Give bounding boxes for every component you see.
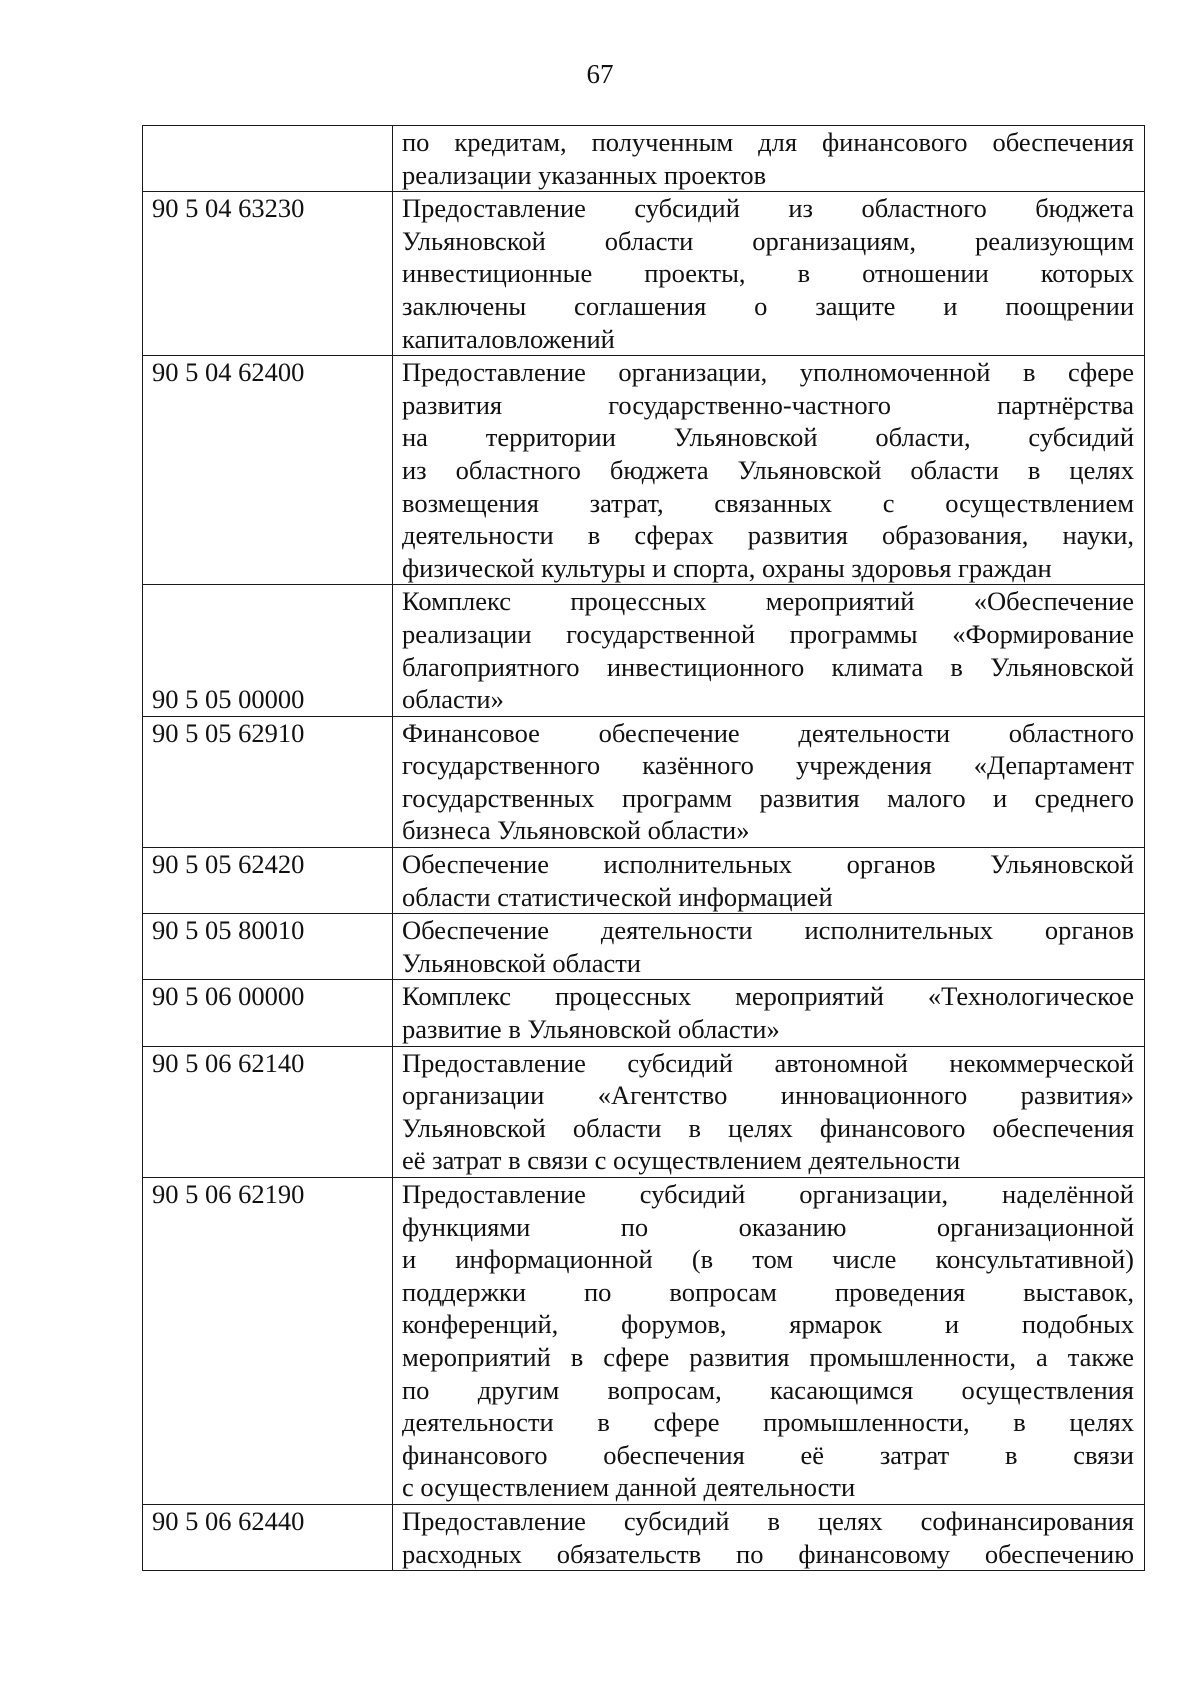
description-line: развитие в Ульяновской области»: [402, 1014, 780, 1045]
description-line: Предоставление субсидий организации, наделённой: [402, 1179, 1134, 1209]
row-code: 90 5 04 62400: [143, 356, 393, 585]
description-line: области»: [402, 684, 504, 715]
description-line: по другим вопросам, касающимся осуществления: [402, 1374, 1134, 1405]
row-code: 90 5 06 62190: [143, 1178, 393, 1505]
description-line: Обеспечение исполнительных органов Ульяновской: [402, 849, 1134, 880]
description-line: физической культуры и спорта, охраны здоровья граждан: [402, 552, 1052, 583]
row-description: [393, 1178, 1145, 1505]
description-line: из областного бюджета Ульяновской области в целях: [402, 454, 1134, 485]
description-line: расходных обязательств по финансовому обеспечению: [402, 1538, 1134, 1569]
row-description: [393, 356, 1145, 585]
description-line: её затрат в связи с осуществлением деятельности: [402, 1145, 961, 1176]
description-line: Комплекс процессных мероприятий «Технологическое: [402, 981, 1134, 1012]
table-row: [143, 980, 1145, 1046]
description-line: мероприятий в сфере развития промышленности, а также: [402, 1341, 1134, 1372]
row-description: [393, 1046, 1145, 1177]
budget-classification-table: [142, 125, 1145, 1571]
description-line: Предоставление субсидий из областного бюджета: [402, 193, 1134, 224]
description-line: финансового обеспечения её затрат в связи: [402, 1439, 1134, 1470]
table-row: [143, 585, 1145, 716]
page-number: 67: [586, 59, 614, 89]
description-line: заключены соглашения о защите и поощрении: [402, 290, 1134, 321]
table-body: [143, 126, 1145, 1571]
description-line: и информационной (в том числе консультативной): [402, 1244, 1134, 1275]
row-code: 90 5 06 62140: [143, 1046, 393, 1177]
row-description: [393, 585, 1145, 716]
row-code: 90 5 06 00000: [143, 980, 393, 1046]
table-row: [143, 1504, 1145, 1570]
table-row: [143, 1178, 1145, 1505]
row-code: 90 5 06 62440: [143, 1504, 393, 1570]
description-line: Ульяновской области: [402, 947, 641, 978]
table-row: [143, 192, 1145, 356]
description-line: развития государственно-частного партнёрства: [402, 389, 1134, 420]
description-line: Ульяновской области организациям, реализующим: [402, 225, 1134, 256]
description-line: Комплекс процессных мероприятий «Обеспечение: [402, 586, 1134, 617]
description-line: возмещения затрат, связанных с осуществлением: [402, 487, 1134, 518]
table-row: [143, 126, 1145, 192]
row-description: [393, 1504, 1145, 1570]
description-line: конференций, форумов, ярмарок и подобных: [402, 1309, 1134, 1340]
description-line: государственного казённого учреждения «Департамент: [402, 750, 1134, 781]
description-line: области статистической информацией: [402, 881, 833, 912]
description-line: государственных программ развития малого и среднего: [402, 782, 1134, 813]
description-line: с осуществлением данной деятельности: [402, 1472, 856, 1503]
description-line: поддержки по вопросам проведения выставок,: [402, 1276, 1134, 1307]
row-code: 90 5 05 62420: [143, 848, 393, 914]
table-row: [143, 848, 1145, 914]
table-row: [143, 1046, 1145, 1177]
row-description: [393, 126, 1145, 192]
description-line: Предоставление субсидий автономной некоммерческой: [402, 1047, 1134, 1078]
row-code: 90 5 05 80010: [143, 914, 393, 980]
description-line: Предоставление организации, уполномоченной в сфере: [402, 357, 1134, 388]
row-code: 90 5 05 62910: [143, 716, 393, 847]
row-description: [393, 980, 1145, 1046]
row-code: 90 5 05 00000: [143, 585, 393, 716]
description-line: Предоставление субсидий в целях софинансирования: [402, 1505, 1134, 1536]
row-description: [393, 192, 1145, 356]
description-line: Ульяновской области в целях финансового обеспечения: [402, 1112, 1134, 1143]
description-line: организации «Агентство инновационного развития»: [402, 1080, 1134, 1111]
table-row: [143, 914, 1145, 980]
row-description: [393, 848, 1145, 914]
row-code: 90 5 04 63230: [143, 192, 393, 356]
description-line: по кредитам, полученным для финансового обеспечения: [402, 127, 1134, 157]
description-line: реализации указанных проектов: [402, 159, 767, 190]
description-line: на территории Ульяновской области, субсидий: [402, 422, 1134, 453]
description-line: капиталовложений: [402, 323, 615, 354]
row-code: [143, 126, 393, 192]
description-line: Финансовое обеспечение деятельности областного: [402, 717, 1134, 748]
table-row: [143, 716, 1145, 847]
description-line: благоприятного инвестиционного климата в Ульяновской: [402, 651, 1134, 682]
description-line: деятельности в сфере промышленности, в целях: [402, 1407, 1134, 1438]
row-description: [393, 914, 1145, 980]
description-line: Обеспечение деятельности исполнительных органов: [402, 915, 1134, 946]
description-line: функциями по оказанию организационной: [402, 1211, 1134, 1242]
row-description: [393, 716, 1145, 847]
description-line: инвестиционные проекты, в отношении которых: [402, 258, 1134, 289]
description-line: реализации государственной программы «Формирование: [402, 618, 1134, 649]
description-line: бизнеса Ульяновской области»: [402, 815, 750, 846]
description-line: деятельности в сферах развития образования, науки,: [402, 520, 1134, 551]
table-row: [143, 356, 1145, 585]
